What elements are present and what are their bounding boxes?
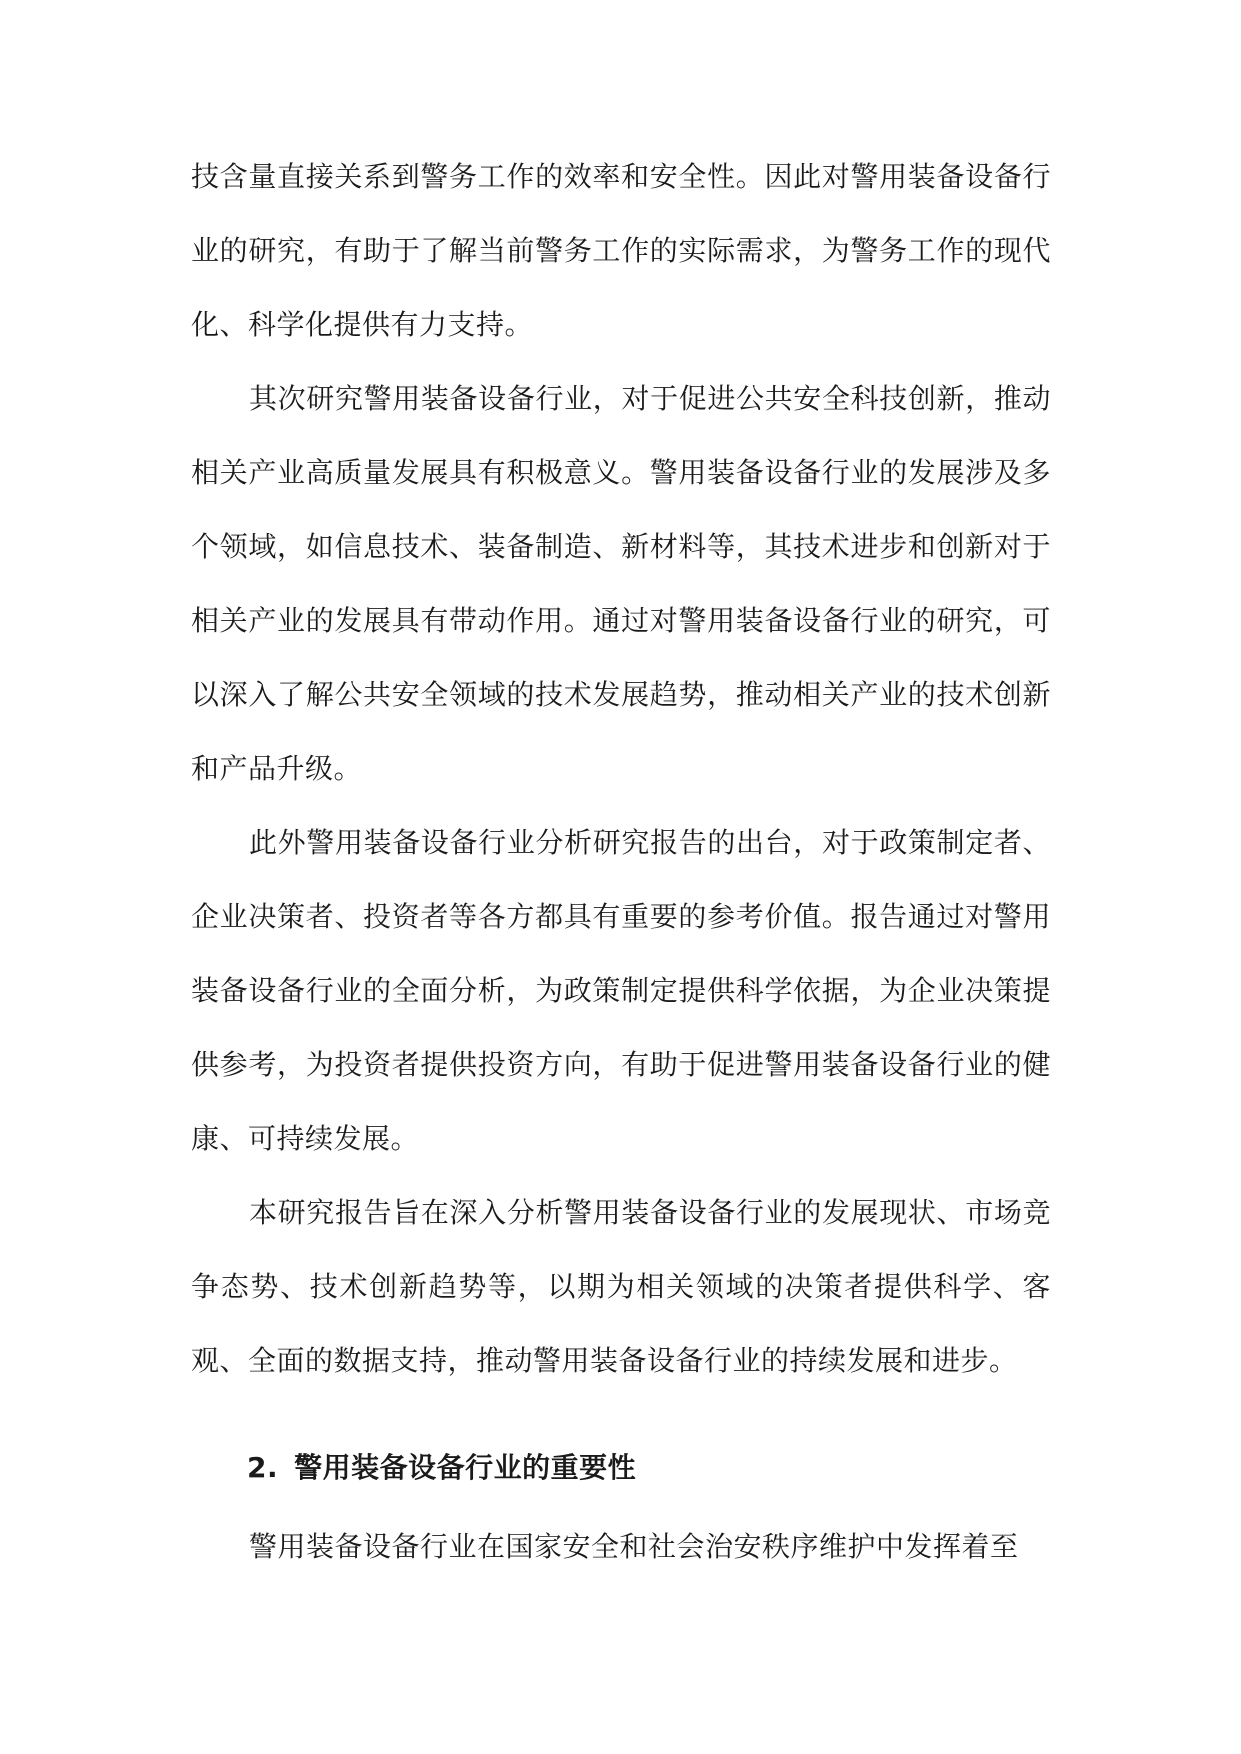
section-number: 2. (247, 1451, 279, 1484)
section-title: 警用装备设备行业的重要性 (294, 1451, 637, 1484)
paragraph-reference-value: 此外警用装备设备行业分析研究报告的出台，对于政策制定者、企业决策者、投资者等各方都具有重要的参考价值。报告通过对警用装备设备行业的全面分析，为政策制定提供科学依据，为企业决策提供参考，为投资者提供投资方向，有助于促进警用装备设备行业的健康、可持续发展。 (191, 826, 1051, 1155)
document-body (191, 140, 1051, 1584)
section-heading (191, 1426, 1051, 1510)
paragraph-innovation: 其次研究警用装备设备行业，对于促进公共安全科技创新，推动相关产业高质量发展具有积极意义。警用装备设备行业的发展涉及多个领域，如信息技术、装备制造、新材料等，其技术进步和创新对于相关产业的发展具有带动作用。通过对警用装备设备行业的研究，可以深入了解公共安全领域的技术发展趋势，推动相关产业的技术创新和产品升级。 (191, 382, 1051, 785)
paragraph-importance-start: 警用装备设备行业在国家安全和社会治安秩序维护中发挥着至 (249, 1530, 1019, 1563)
paragraph-continuation: 技含量直接关系到警务工作的效率和安全性。因此对警用装备设备行业的研究，有助于了解当前警务工作的实际需求，为警务工作的现代化、科学化提供有力支持。 (191, 160, 1051, 341)
paragraph-report-purpose: 本研究报告旨在深入分析警用装备设备行业的发展现状、市场竞争态势、技术创新趋势等，以期为相关领域的决策者提供科学、客观、全面的数据支持，推动警用装备设备行业的持续发展和进步。 (191, 1196, 1051, 1377)
